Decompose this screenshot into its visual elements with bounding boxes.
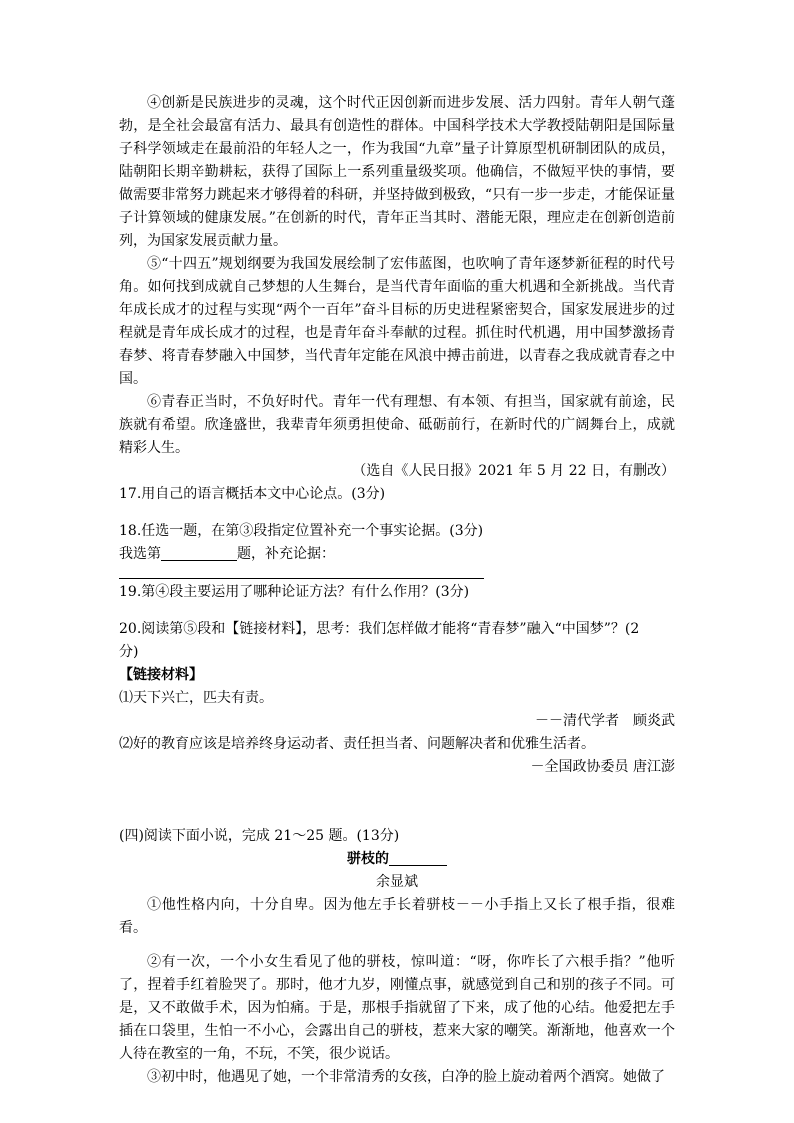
q18-answer-rule[interactable] <box>119 566 484 579</box>
story-title <box>119 848 675 871</box>
question-20-line2: 分) <box>119 644 139 660</box>
story-title-blank[interactable] <box>389 851 447 866</box>
story-paragraph-3: ③初中时，他遇见了她，一个非常清秀的女孩，白净的脸上旋动着两个酒窝。她做了 <box>147 1069 665 1085</box>
section-4-instruction: (四)阅读下面小说，完成 21～25 题。(13分) <box>119 828 400 844</box>
story-paragraph-1: ①他性格内向，十分自卑。因为他左手长着骈枝－－小手指上又长了根手指，很难看。 <box>119 897 675 936</box>
link-material-item-1: ⑴天下兴亡，匹夫有责。 <box>119 690 273 706</box>
story-title-text: 骈枝的 <box>347 851 389 867</box>
q18-answer-prefix: 我选第 <box>119 546 161 562</box>
q18-choice-blank[interactable] <box>161 546 237 561</box>
link-material-heading: 【链接材料】 <box>119 667 203 683</box>
document-page <box>119 92 675 1089</box>
story-paragraph-2: ②有一次，一个小女生看见了他的骈枝，惊叫道：“呀，你咋长了六根手指？”他听了，捏着手红着脸哭了。那时，他才九岁，刚懂点事，就感觉到自己和别的孩子不同。可是，又不敢做手术，因为怕痛。于是，那根手指就留了下来，成了他的心结。他爱把左手插在口袋里，生怕一不小心，会露出自己的骈枝，惹来大家的嘲笑。渐渐地，他喜欢一个人待在教室的一角，不玩，不笑，很少说话。 <box>119 954 675 1062</box>
story-author: 余显斌 <box>376 874 418 890</box>
question-17: 17.用自己的语言概括本文中心论点。(3分) <box>119 486 386 502</box>
essay-paragraph-5: ⑤“十四五”规划纲要为我国发展绘制了宏伟蓝图，也吹响了青年逐梦新征程的时代号角。如何找到成就自己梦想的人生舞台，是当代青年面临的重大机遇和全新挑战。当代青年成长成才的过程与实现“两个一百年”奋斗目标的历史进程紧密契合，国家发展进步的过程就是青年成长成才的过程，也是青年奋斗奉献的过程。抓住时代机遇，用中国梦激扬青春梦、将青春梦融入中国梦，当代青年定能在风浪中搏击前进，以青春之我成就青春之中国。 <box>119 256 675 387</box>
question-18: 18.任选一题，在第③段指定位置补充一个事实论据。(3分) <box>119 523 484 539</box>
link-material-item-2-attribution: －全国政协委员 唐江澎 <box>530 759 675 775</box>
essay-paragraph-4: ④创新是民族进步的灵魂，这个时代正因创新而进步发展、活力四射。青年人朝气蓬勃，是全社会最富有活力、最具有创造性的群体。中国科学技术大学教授陆朝阳是国际量子科学领域走在最前沿的年轻人之一，作为我国“九章”量子计算原型机研制团队的成员，陆朝阳长期辛勤耕耘，获得了国际上一系列重量级奖项。他确信，不做短平快的事情，要做需要非常努力跳起来才够得着的科研，并坚持做到极致，“只有一步一步走，才能保证量子计算领域的健康发展。”在创新的时代，青年正当其时、潜能无限，理应走在创新创造前列，为国家发展贡献力量。 <box>119 95 675 249</box>
link-material-item-2: ⑵好的教育应该是培养终身运动者、责任担当者、问题解决者和优雅生活者。 <box>119 736 595 752</box>
question-19: 19.第④段主要运用了哪种论证方法？有什么作用？(3分) <box>119 584 470 600</box>
essay-paragraph-6: ⑥青春正当时，不负好时代。青年一代有理想、有本领、有担当，国家就有前途，民族就有希望。欣逢盛世，我辈青年须勇担使命、砥砺前行，在新时代的广阔舞台上，成就精彩人生。 <box>119 394 675 456</box>
essay-source: （选自《人民日报》2021 年 5 月 22 日，有删改） <box>352 463 675 479</box>
q18-answer-suffix: 题，补充论据： <box>237 546 335 562</box>
link-material-item-1-attribution: －－清代学者 顾炎武 <box>535 713 675 729</box>
question-18-answer-line <box>119 543 675 566</box>
question-20-line1: 20.阅读第⑤段和【链接材料】，思考：我们怎样做才能将“青春梦”融入“中国梦”？(2 <box>119 621 640 637</box>
